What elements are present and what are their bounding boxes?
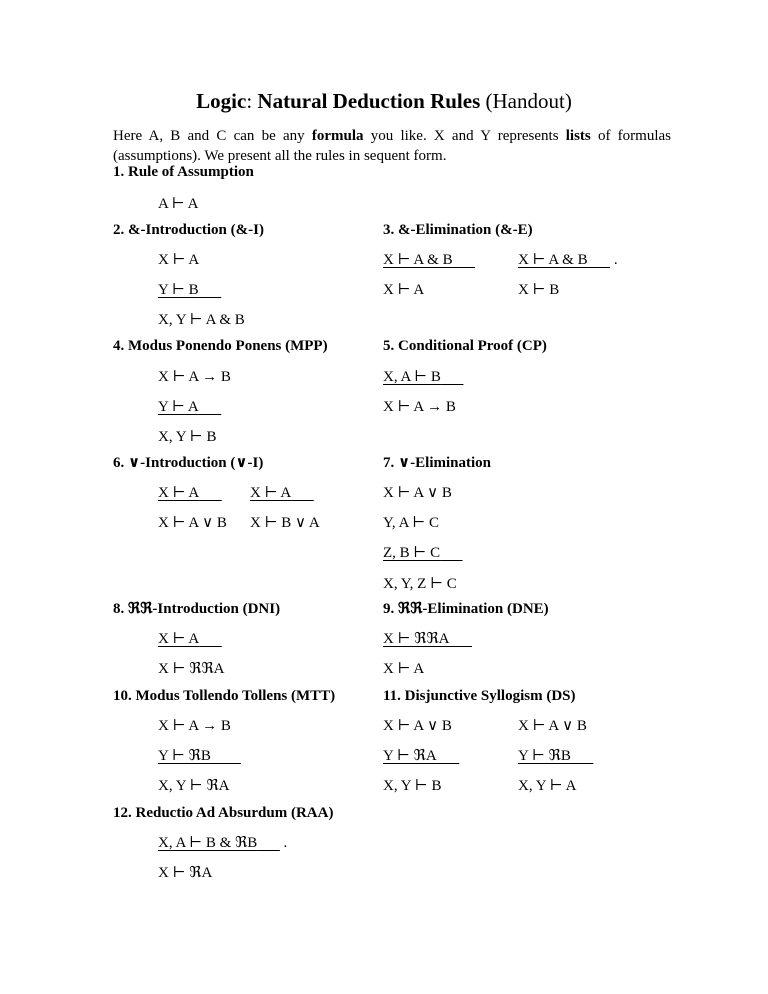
rule-11-left-premise-2: Y ⊢ ℜA (383, 748, 437, 764)
rule-1-line: A ⊢ A (158, 196, 199, 212)
rule-7-conclusion: X, Y, Z ⊢ C (383, 576, 457, 592)
rule-10-premise-2: Y ⊢ ℜB (158, 748, 211, 764)
rule-8-conclusion: X ⊢ ℜℜA (158, 661, 225, 677)
rule-7-premise-3: Z, B ⊢ C (383, 545, 441, 561)
rule-1-heading: 1. Rule of Assumption (113, 164, 254, 180)
rule-10-conclusion: X, Y ⊢ ℜA (158, 778, 230, 794)
rule-6-left-conclusion: X ⊢ A ∨ B (158, 515, 227, 531)
rule-7-premise-1: X ⊢ A ∨ B (383, 485, 452, 501)
page-title (0, 88, 768, 114)
title-suffix: (Handout) (480, 89, 572, 113)
rule-4-conclusion: X, Y ⊢ B (158, 429, 217, 445)
rule-4-premise-1: X ⊢ A → B (158, 369, 231, 385)
rule-12-conclusion: X ⊢ ℜA (158, 865, 213, 881)
rule-2-heading: 2. &-Introduction (&-I) (113, 222, 264, 238)
intro-formula: formula (311, 128, 364, 144)
rule-12-premise-wrap (158, 834, 287, 852)
rule-3-right-premise-wrap (518, 251, 618, 269)
rule-7-heading: 7. ∨-Elimination (383, 455, 492, 471)
rule-10-premise-1: X ⊢ A → B (158, 718, 231, 734)
rule-2-premise-1: X ⊢ A (158, 252, 200, 268)
rule-10-heading: 10. Modus Tollendo Tollens (MTT) (113, 688, 336, 704)
rule-7-premise-2: Y, A ⊢ C (383, 515, 439, 531)
rule-2-premise-2: Y ⊢ B (158, 282, 199, 298)
rule-11-left-premise-1: X ⊢ A ∨ B (383, 718, 452, 734)
rule-9-premise: X ⊢ ℜℜA (383, 631, 450, 647)
rule-6-right-premise: X ⊢ A (250, 485, 292, 501)
rule-9-conclusion: X ⊢ A (383, 661, 425, 677)
rule-12-premise: X, A ⊢ B & ℜB (158, 835, 258, 851)
rule-4-premise-2: Y ⊢ A (158, 399, 199, 415)
rule-11-right-conclusion: X, Y ⊢ A (518, 778, 577, 794)
rule-3-heading: 3. &-Elimination (&-E) (383, 222, 533, 238)
rule-8-premise: X ⊢ A (158, 631, 200, 647)
intro-paragraph: Here A, B and C can be any formula you like. X and Y represents lists of formulas (assumptions). We present all the rules in sequent form. (113, 128, 671, 164)
rule-3-dot: . (613, 252, 618, 268)
rule-3-left-conclusion: X ⊢ A (383, 282, 425, 298)
rule-4-heading: 4. Modus Ponendo Ponens (MPP) (113, 338, 328, 354)
rule-11-right-premise-2: Y ⊢ ℜB (518, 748, 571, 764)
intro-lists: lists (565, 128, 591, 144)
rule-2-conclusion: X, Y ⊢ A & B (158, 312, 245, 328)
title-colon: : (246, 89, 258, 113)
rule-6-left-premise: X ⊢ A (158, 485, 200, 501)
rule-11-left-conclusion: X, Y ⊢ B (383, 778, 442, 794)
title-main: Natural Deduction Rules (257, 89, 481, 113)
title-logic: Logic (196, 89, 247, 113)
rule-12-dot: . (283, 835, 288, 851)
rule-5-premise: X, A ⊢ B (383, 369, 441, 385)
rule-9-heading: 9. ℜℜ-Elimination (DNE) (383, 601, 549, 617)
rule-6-heading: 6. ∨-Introduction (∨-I) (113, 455, 264, 471)
rule-6-right-conclusion: X ⊢ B ∨ A (250, 515, 320, 531)
rule-3-left-premise: X ⊢ A & B (383, 252, 453, 268)
rule-5-heading: 5. Conditional Proof (CP) (383, 338, 547, 354)
rule-12-heading: 12. Reductio Ad Absurdum (RAA) (113, 805, 334, 821)
rule-11-right-premise-1: X ⊢ A ∨ B (518, 718, 587, 734)
rule-11-heading: 11. Disjunctive Syllogism (DS) (383, 688, 576, 704)
rule-3-right-conclusion: X ⊢ B (518, 282, 560, 298)
rule-5-conclusion: X ⊢ A → B (383, 399, 456, 415)
rule-3-right-premise: X ⊢ A & B (518, 252, 588, 268)
rule-8-heading: 8. ℜℜ-Introduction (DNI) (113, 601, 281, 617)
